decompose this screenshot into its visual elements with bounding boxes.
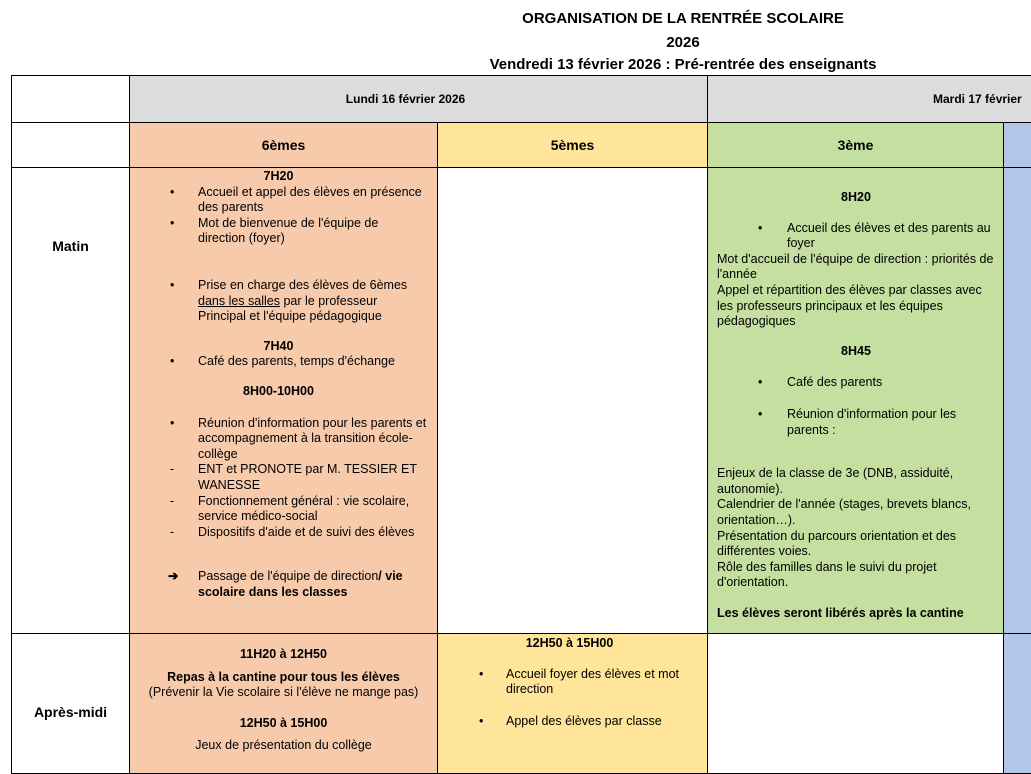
sixieme-aprem-line-2: (Prévenir la Vie scolaire si l'élève ne mange pas) — [148, 685, 419, 700]
level-quatrieme-partial — [1004, 123, 1031, 168]
row-label-apres-midi-cell — [11, 634, 130, 774]
dash-icon: - — [170, 524, 175, 539]
dash-icon: - — [170, 493, 175, 508]
level-cinquieme-label: 5èmes — [550, 137, 595, 153]
troisieme-paragraph: Mot d'accueil de l'équipe de direction : priorités de l'année — [717, 251, 994, 282]
list-item: • Accueil des élèves et des parents au foyer — [758, 220, 991, 251]
troisieme-paragraph: Appel et répartition des élèves par classes avec les professeurs principaux et les équipes pédagogiques — [717, 282, 982, 329]
quatrieme-aprem-partial — [1004, 634, 1031, 774]
day1-label: Lundi 16 février 2026 — [345, 92, 466, 106]
arrow-right-icon: ➔ — [168, 569, 179, 584]
sixieme-aprem-time-2: 12H50 à 15H00 — [239, 715, 328, 730]
troisieme-time-2: 8H45 — [841, 343, 871, 358]
list-item: • Appel des élèves par classe — [479, 713, 662, 728]
list-item: • Prise en charge des élèves de 6èmes dans les salles par le professeur Principal et l'équipe pédagogique — [170, 277, 408, 324]
document-subtitle: Vendredi 13 février 2026 : Pré-rentrée des enseignants — [489, 56, 877, 73]
bullet-icon: • — [479, 713, 484, 728]
bullet-icon: • — [170, 415, 175, 430]
quatrieme-matin-partial — [1004, 168, 1031, 634]
sixieme-aprem-line-1: Repas à la cantine pour tous les élèves — [167, 669, 400, 684]
sixieme-time-2: 7H40 — [263, 338, 294, 353]
cinquieme-aprem-time-1: 12H50 à 15H00 — [525, 636, 614, 650]
bullet-icon: • — [479, 666, 484, 681]
troisieme-aprem-cell — [708, 634, 1004, 774]
list-item: - Dispositifs d'aide et de suivi des élèves — [170, 524, 415, 539]
level-troisieme-label: 3ème — [837, 137, 874, 153]
sixieme-time-1: 7H20 — [263, 169, 294, 183]
sixieme-matin-cell — [130, 168, 438, 634]
list-item: • Mot de bienvenue de l'équipe de direction (foyer) — [170, 215, 379, 246]
list-item: • Accueil et appel des élèves en présence des parents — [170, 184, 422, 215]
row-label-apres-midi: Après-midi — [33, 704, 108, 720]
bullet-icon: • — [758, 375, 763, 390]
day2-label: Mardi 17 février — [933, 92, 1022, 106]
sixieme-aprem-time-1: 11H20 à 12H50 — [240, 647, 327, 661]
level-sixieme — [130, 123, 438, 168]
troisieme-matin-cell — [708, 168, 1004, 634]
list-item: • Réunion d'information pour les parents : — [758, 406, 957, 437]
troisieme-release-note: Les élèves seront libérés après la cantine — [717, 605, 964, 620]
corner-cell — [11, 75, 130, 123]
troisieme-paragraph: Calendrier de l'année (stages, brevets blancs, orientation…). — [717, 497, 971, 527]
day1-header — [130, 75, 708, 123]
document-title: ORGANISATION DE LA RENTRÉE SCOLAIRE — [522, 10, 844, 27]
bullet-icon: • — [170, 184, 175, 199]
cinquieme-aprem-cell — [438, 634, 708, 774]
level-sixieme-label: 6èmes — [261, 137, 306, 153]
troisieme-paragraph: Rôle des familles dans le suivi du projet d'orientation. — [717, 559, 937, 590]
sixieme-time-3: 8H00-10H00 — [243, 383, 314, 398]
day2-header — [708, 75, 1031, 123]
bullet-icon: • — [170, 215, 175, 230]
bullet-icon: • — [170, 277, 175, 292]
list-item: ➔ Passage de l'équipe de direction/ vie scolaire dans les classes — [168, 569, 403, 599]
row-label-matin-cell — [11, 168, 130, 634]
level-corner-cell — [11, 123, 130, 168]
sixieme-aprem-line-3: Jeux de présentation du collège — [195, 738, 372, 753]
row-label-matin: Matin — [52, 238, 89, 254]
cinquieme-matin-cell — [438, 168, 708, 634]
document-year: 2026 — [666, 34, 700, 51]
bullet-icon: • — [170, 354, 175, 369]
dash-icon: - — [170, 462, 175, 477]
list-item: • Réunion d'information pour les parents et accompagnement à la transition école-collège — [170, 415, 427, 461]
troisieme-paragraph: Présentation du parcours orientation et des différentes voies. — [717, 528, 957, 559]
level-troisieme — [708, 123, 1004, 168]
list-item: - ENT et PRONOTE par M. TESSIER ET WANESSE — [170, 462, 417, 492]
list-item: • Café des parents — [758, 375, 883, 390]
list-item: • Accueil foyer des élèves et mot direction — [479, 666, 679, 697]
sixieme-aprem-cell — [130, 634, 438, 774]
list-item: • Café des parents, temps d'échange — [170, 354, 395, 369]
troisieme-paragraph: Enjeux de la classe de 3e (DNB, assiduité, autonomie). — [717, 466, 954, 496]
troisieme-time-1: 8H20 — [841, 190, 871, 204]
list-item: - Fonctionnement général : vie scolaire, service médico-social — [170, 493, 410, 524]
bullet-icon: • — [758, 406, 763, 421]
level-cinquieme — [438, 123, 708, 168]
bullet-icon: • — [758, 220, 763, 235]
